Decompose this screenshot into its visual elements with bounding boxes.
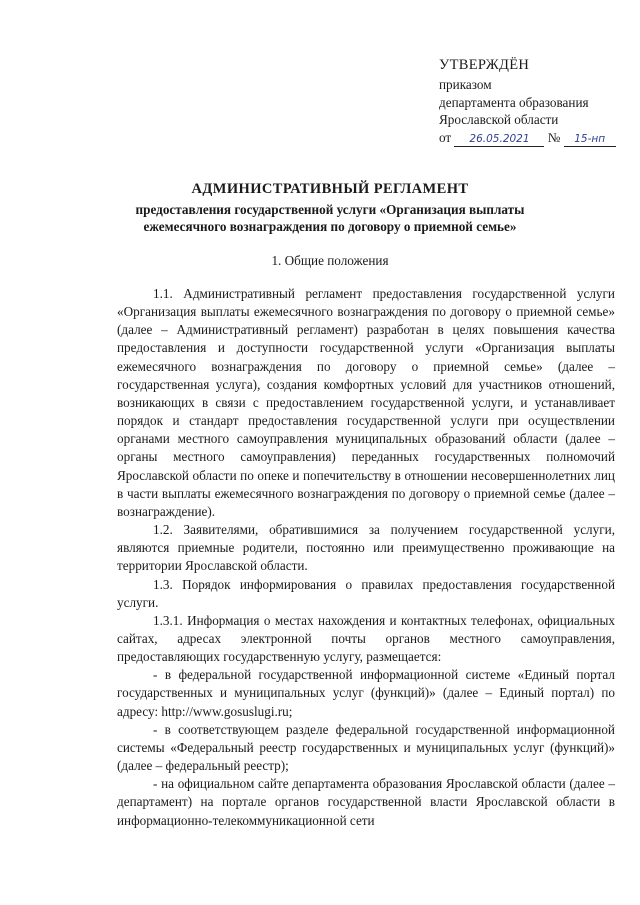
list-item-unified-portal: - в федеральной государственной информационной системе «Единый портал государственных и муниципальных услуг (функций)» (далее – Единый портал) по адресу: http://www.gosuslugi.ru; — [117, 667, 615, 719]
approval-date-line — [439, 129, 616, 147]
title-subtitle — [80, 201, 580, 235]
title-subtitle-line2: ежемесячного вознаграждения по договору о приемной семье» — [143, 219, 517, 234]
approval-line-department: департамента образования — [439, 94, 589, 110]
date-prefix: от — [439, 129, 452, 145]
document-title — [80, 180, 580, 235]
section-heading: 1. Общие положения — [271, 253, 389, 268]
paragraph-1-1: 1.1. Административный регламент предоставления государственной услуги «Организация выплаты ежемесячного вознаграждения по договору о приемной семье» (далее – Административный регламент) разработан в целях повышения качества предоставления и доступности государственной услуги «Организация выплаты ежемесячного вознаграждения по договору о приемной семье» (далее – государственная услуга), создания комфортных условий для участников отношений, возникающих в связи с предоставлением государственной услуги, и устанавливает порядок и стандарт предоставления государственной услуги при осуществлении органами местного самоуправления муниципальных образований области (далее – органы местного самоуправления) переданных государственных полномочий Ярославской области по опеке и попечительству в отношении несовершеннолетних лиц в части выплаты ежемесячного вознаграждения по договору о приемной семье (далее – вознаграждение). — [117, 286, 615, 519]
handwritten-number: 15-нп — [564, 133, 616, 147]
paragraph-1-3-1: 1.3.1. Информация о местах нахождения и контактных телефонах, официальных сайтах, адресах электронной почты органов местного самоуправления, предоставляющих государственную услугу, размещается: — [117, 612, 615, 665]
title-main: АДМИНИСТРАТИВНЫЙ РЕГЛАМЕНТ — [191, 181, 469, 197]
paragraph-1-3: 1.3. Порядок информирования о правилах предоставления государственной услуги. — [117, 576, 615, 610]
approval-line-order: приказом — [439, 77, 492, 93]
list-item-department-site: - на официальном сайте департамента образования Ярославской области (далее – департамент) на портале органов государственной власти Ярославской области в информационно-телекоммуникационной сети — [117, 776, 615, 828]
document-body — [117, 285, 615, 830]
number-prefix: № — [547, 129, 561, 145]
paragraph-1-2: 1.2. Заявителями, обратившимися за получением государственной услуги, являются приемные родители, постоянно или преимущественно проживающие на территории Ярославской области. — [117, 522, 615, 574]
handwritten-date: 26.05.2021 — [454, 133, 544, 147]
title-subtitle-line1: предоставления государственной услуги «Организация выплаты — [135, 202, 525, 217]
approval-stamp — [439, 57, 616, 147]
list-item-federal-registry: - в соответствующем разделе федеральной государственной информационной системы «Федеральный реестр государственных и муниципальных услуг (функций)» (далее – федеральный реестр); — [117, 721, 615, 774]
approval-heading: УТВЕРЖДЁН — [439, 57, 530, 73]
approval-line-region: Ярославской области — [439, 112, 559, 128]
